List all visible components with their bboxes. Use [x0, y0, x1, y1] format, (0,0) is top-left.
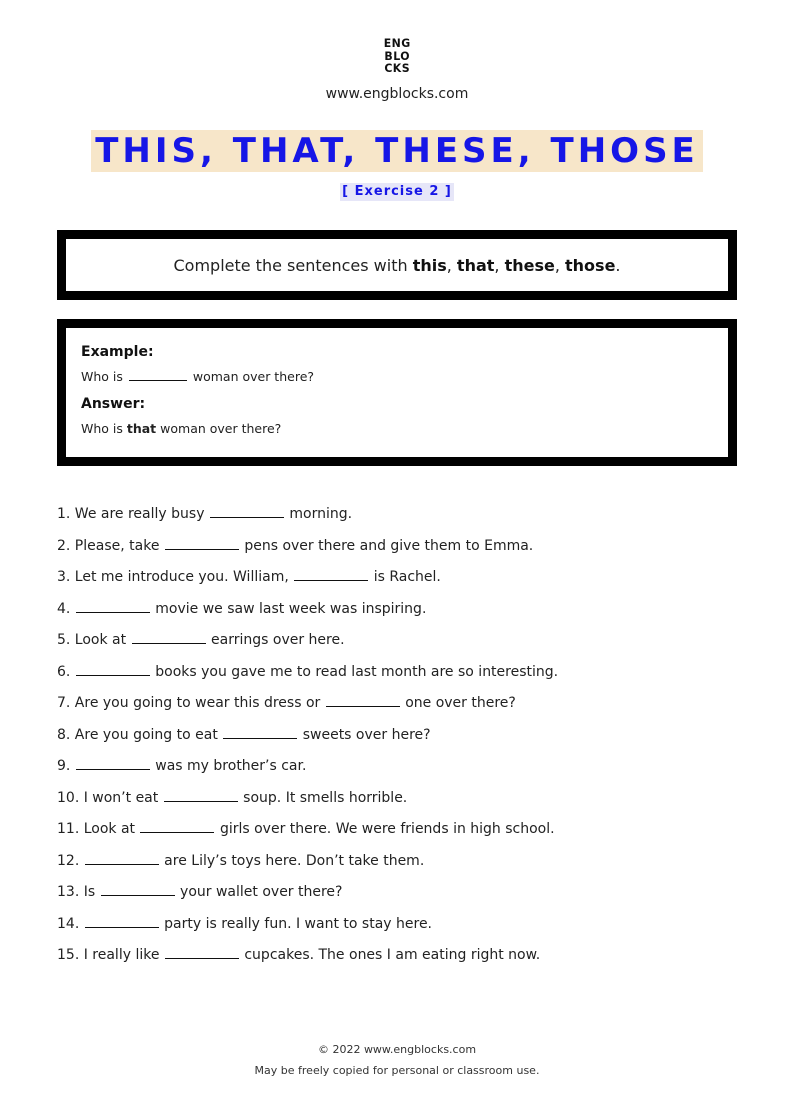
word-that: that [456, 255, 495, 275]
answer-blank[interactable] [223, 724, 297, 739]
exercise-item-15: 15. I really like cupcakes. The ones I am eating right now. [57, 943, 757, 975]
answer-sentence: Who is that woman over there? [81, 421, 282, 436]
word-these: these [504, 255, 555, 275]
exercise-item-11: 11. Look at girls over there. We were friends in high school. [57, 817, 757, 849]
exercise-item-10: 10. I won’t eat soup. It smells horrible. [57, 786, 757, 818]
answer-label: Answer: [81, 396, 146, 412]
answer-blank[interactable] [210, 503, 284, 518]
example-box [57, 319, 737, 466]
example-blank [129, 368, 187, 381]
example-sentence: Who is woman over there? [81, 369, 315, 384]
answer-blank[interactable] [326, 692, 400, 707]
footer-license: May be freely copied for personal or classroom use. [254, 1064, 540, 1077]
answer-blank[interactable] [140, 818, 214, 833]
exercise-item-8: 8. Are you going to eat sweets over here? [57, 723, 757, 755]
exercise-item-12: 12. are Lily’s toys here. Don’t take them. [57, 849, 757, 881]
exercise-number: [ Exercise 2 ] [342, 184, 452, 199]
footer-copyright: © 2022 www.engblocks.com [317, 1043, 477, 1056]
answer-blank[interactable] [165, 944, 239, 959]
instruction-text: Complete the sentences with this, that, these, those. [173, 255, 621, 275]
answer-blank[interactable] [101, 881, 175, 896]
answer-blank[interactable] [76, 598, 150, 613]
answer-blank[interactable] [132, 629, 206, 644]
exercise-item-2: 2. Please, take pens over there and give them to Emma. [57, 534, 757, 566]
exercise-item-7: 7. Are you going to wear this dress or one over there? [57, 691, 757, 723]
exercise-item-5: 5. Look at earrings over here. [57, 628, 757, 660]
exercise-item-14: 14. party is really fun. I want to stay here. [57, 912, 757, 944]
exercise-list [57, 502, 757, 975]
logo-line-3: CKS [384, 61, 410, 75]
exercise-item-13: 13. Is your wallet over there? [57, 880, 757, 912]
example-label: Example: [81, 344, 154, 360]
exercise-item-3: 3. Let me introduce you. William, is Rachel. [57, 565, 757, 597]
instruction-box [57, 230, 737, 300]
engblocks-logo [0, 37, 794, 76]
answer-blank[interactable] [76, 755, 150, 770]
exercise-item-6: 6. books you gave me to read last month are so interesting. [57, 660, 757, 692]
answer-blank[interactable] [85, 913, 159, 928]
exercise-item-4: 4. movie we saw last week was inspiring. [57, 597, 757, 629]
answer-blank[interactable] [165, 535, 239, 550]
word-this: this [412, 255, 447, 275]
exercise-item-1: 1. We are really busy morning. [57, 502, 757, 534]
answer-word: that [126, 421, 157, 436]
worksheet-title: THIS, THAT, THESE, THOSE [91, 130, 703, 172]
logo-line-1: ENG [383, 36, 411, 50]
logo-line-2: BLO [384, 48, 410, 63]
answer-blank[interactable] [164, 787, 238, 802]
word-those: those [565, 255, 616, 275]
answer-blank[interactable] [85, 850, 159, 865]
site-url: www.engblocks.com [325, 86, 469, 102]
answer-blank[interactable] [76, 661, 150, 676]
answer-blank[interactable] [294, 566, 368, 581]
exercise-item-9: 9. was my brother’s car. [57, 754, 757, 786]
